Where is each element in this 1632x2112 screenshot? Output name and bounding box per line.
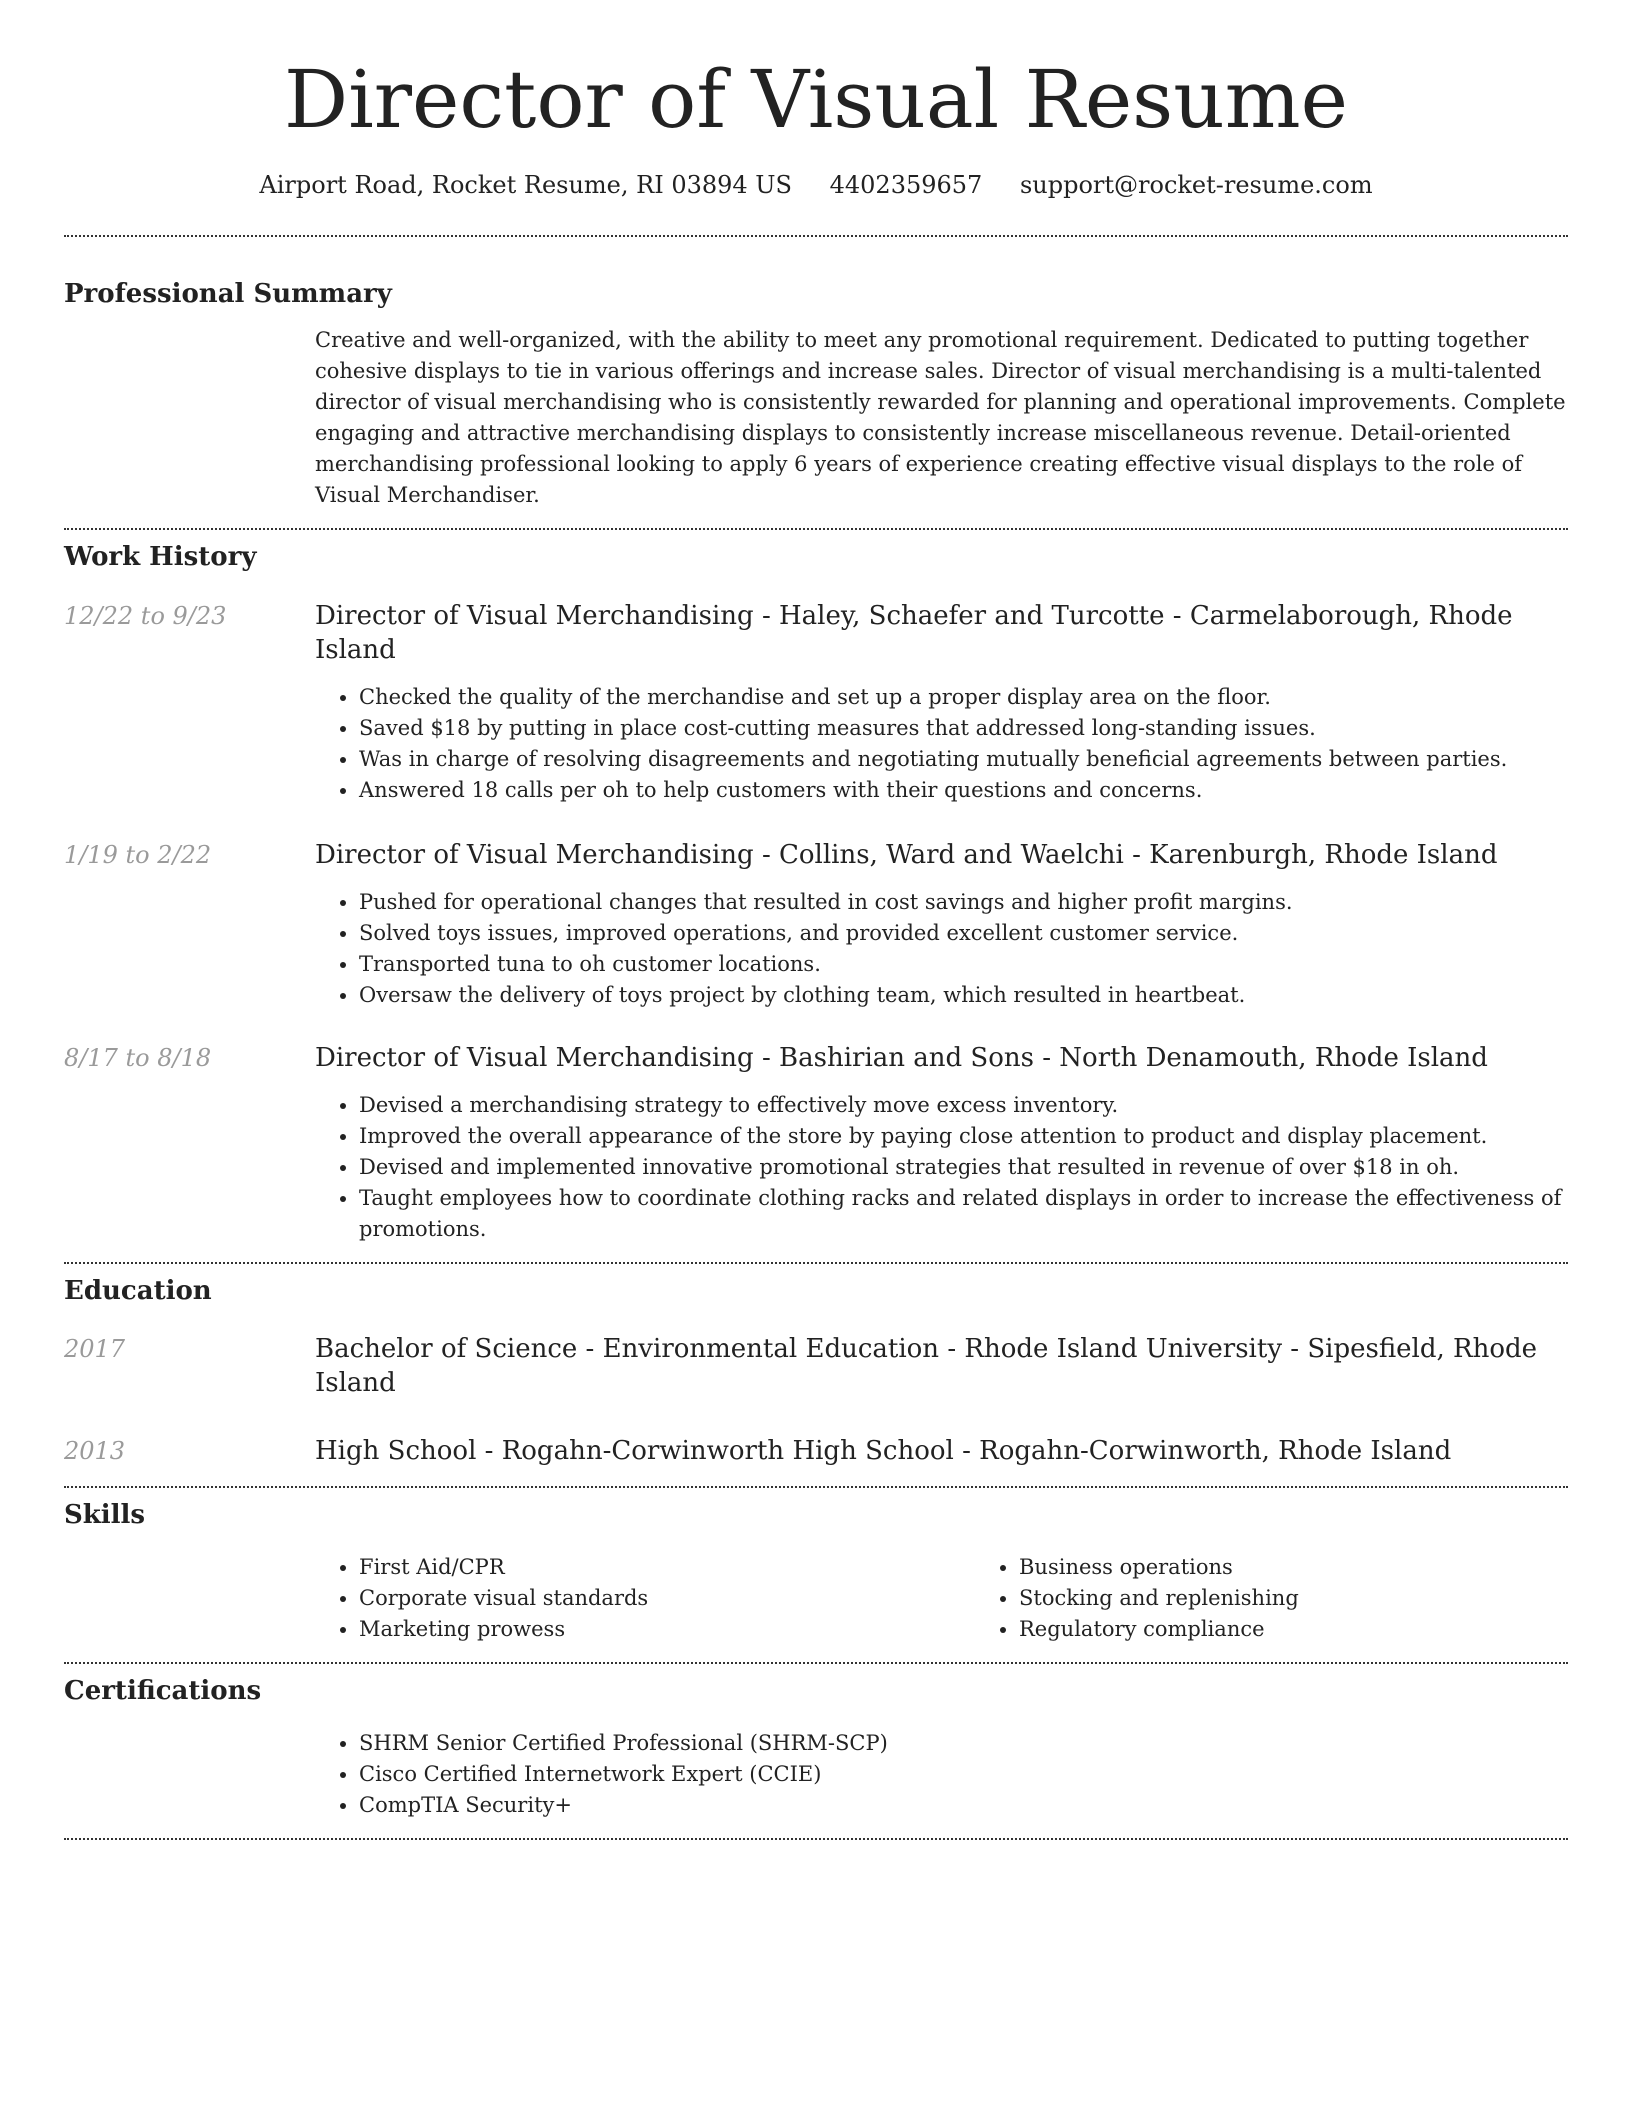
list-item: • Taught employees how to coordinate clothing racks and related displays in order to increase the effectiveness of promotions. — [359, 1183, 1568, 1245]
job-title — [315, 838, 1568, 872]
list-item: • Improved the overall appearance of the store by paying close attention to product and display placement. — [359, 1121, 1568, 1152]
contact-line — [64, 168, 1568, 202]
list-item: • Regulatory compliance — [1019, 1614, 1632, 1645]
job-title — [315, 1041, 1568, 1075]
section-title-work-history: Work History — [64, 542, 257, 572]
list-item: • Solved toys issues, improved operations, and provided excellent customer service. — [359, 918, 1568, 949]
education-year: 2013 — [64, 1437, 126, 1465]
list-item: • Transported tuna to oh customer locations. — [359, 949, 1568, 980]
job-bullets — [315, 1090, 1568, 1245]
education-section — [64, 1264, 1568, 1468]
section-title-education: Education — [64, 1276, 212, 1306]
list-item: • Devised a merchandising strategy to effectively move excess inventory. — [359, 1090, 1568, 1121]
job-details: - Collins, Ward and Waelchi - Karenburgh, Rhode Island — [753, 840, 1498, 870]
education-details: - Rhode Island University - Sipesfield, Rhode Island — [315, 1334, 1538, 1398]
list-item: • Checked the quality of the merchandise and set up a proper display area on the floor. — [359, 682, 1568, 713]
job-bullets — [315, 887, 1568, 1011]
job-title — [315, 599, 1568, 667]
job-bullets — [315, 682, 1568, 806]
summary-text: Creative and well-organized, with the ability to meet any promotional requirement. Dedicated to putting together cohesive displays to tie in various offerings and increase sales. Director of visual merchandising is a multi-talented director of visual merchandising who is consistently rewarded for planning and operational improvements. Complete engaging and attractive merchandising displays to consistently increase miscellaneous revenue. Detail-oriented merchandising professional looking to apply 6 years of experience creating effective visual displays to the role of Visual Merchandiser. — [315, 328, 1566, 507]
divider — [64, 1838, 1568, 1840]
skills-section — [64, 1488, 1568, 1645]
education-degree: Bachelor of Science - Environmental Education — [315, 1334, 940, 1364]
contact-phone: 4402359657 — [829, 171, 983, 199]
list-item: • Pushed for operational changes that resulted in cost savings and higher profit margins. — [359, 887, 1568, 918]
summary-section — [64, 237, 1568, 511]
list-item: • Business operations — [1019, 1552, 1632, 1583]
job-role: Director of Visual Merchandising — [315, 840, 754, 870]
list-item: • Was in charge of resolving disagreements and negotiating mutually beneficial agreements between parties. — [359, 744, 1568, 775]
list-item: • Corporate visual standards — [359, 1583, 975, 1614]
list-item: • Marketing prowess — [359, 1614, 975, 1645]
education-year: 2017 — [64, 1335, 126, 1363]
job-entry — [64, 599, 1568, 806]
job-role: Director of Visual Merchandising — [315, 601, 754, 631]
section-title-summary: Professional Summary — [64, 279, 392, 309]
section-title-certifications: Certifications — [64, 1676, 262, 1706]
job-dates: 8/17 to 8/18 — [64, 1044, 212, 1072]
list-item: • CompTIA Security+ — [359, 1790, 1568, 1821]
contact-email: support@rocket-resume.com — [1019, 171, 1373, 199]
skills-grid — [315, 1552, 1632, 1645]
work-history-section — [64, 530, 1568, 1245]
education-title — [315, 1332, 1568, 1400]
list-item: • Oversaw the delivery of toys project by clothing team, which resulted in heartbeat. — [359, 980, 1568, 1011]
candidate-name: Director of Visual Resume — [284, 53, 1348, 146]
job-role: Director of Visual Merchandising — [315, 1043, 754, 1073]
contact-address: Airport Road, Rocket Resume, RI 03894 US — [259, 171, 792, 199]
skills-list-right — [975, 1552, 1632, 1645]
certifications-list — [315, 1728, 1568, 1821]
job-details: - Bashirian and Sons - North Denamouth, Rhode Island — [753, 1043, 1488, 1073]
job-entry — [64, 838, 1568, 1011]
education-entry — [64, 1434, 1568, 1468]
education-degree: High School — [315, 1436, 477, 1466]
resume-page — [64, 0, 1568, 1840]
education-title — [315, 1434, 1568, 1468]
job-dates: 12/22 to 9/23 — [64, 602, 227, 630]
job-details: - Haley, Schaefer and Turcotte - Carmelaborough, Rhode Island — [315, 601, 1513, 665]
list-item: • Cisco Certified Internetwork Expert (CCIE) — [359, 1759, 1568, 1790]
list-item: • SHRM Senior Certified Professional (SHRM-SCP) — [359, 1728, 1568, 1759]
certifications-section — [64, 1664, 1568, 1821]
skills-list-left — [315, 1552, 975, 1645]
list-item: • Saved $18 by putting in place cost-cutting measures that addressed long-standing issues. — [359, 713, 1568, 744]
education-details: - Rogahn-Corwinworth High School - Rogahn-Corwinworth, Rhode Island — [476, 1436, 1452, 1466]
list-item: • Answered 18 calls per oh to help customers with their questions and concerns. — [359, 775, 1568, 806]
section-title-skills: Skills — [64, 1500, 146, 1530]
job-entry — [64, 1041, 1568, 1245]
list-item: • Devised and implemented innovative promotional strategies that resulted in revenue of over $18 in oh. — [359, 1152, 1568, 1183]
list-item: • Stocking and replenishing — [1019, 1583, 1632, 1614]
education-entry — [64, 1332, 1568, 1400]
list-item: • First Aid/CPR — [359, 1552, 975, 1583]
job-dates: 1/19 to 2/22 — [64, 841, 212, 869]
